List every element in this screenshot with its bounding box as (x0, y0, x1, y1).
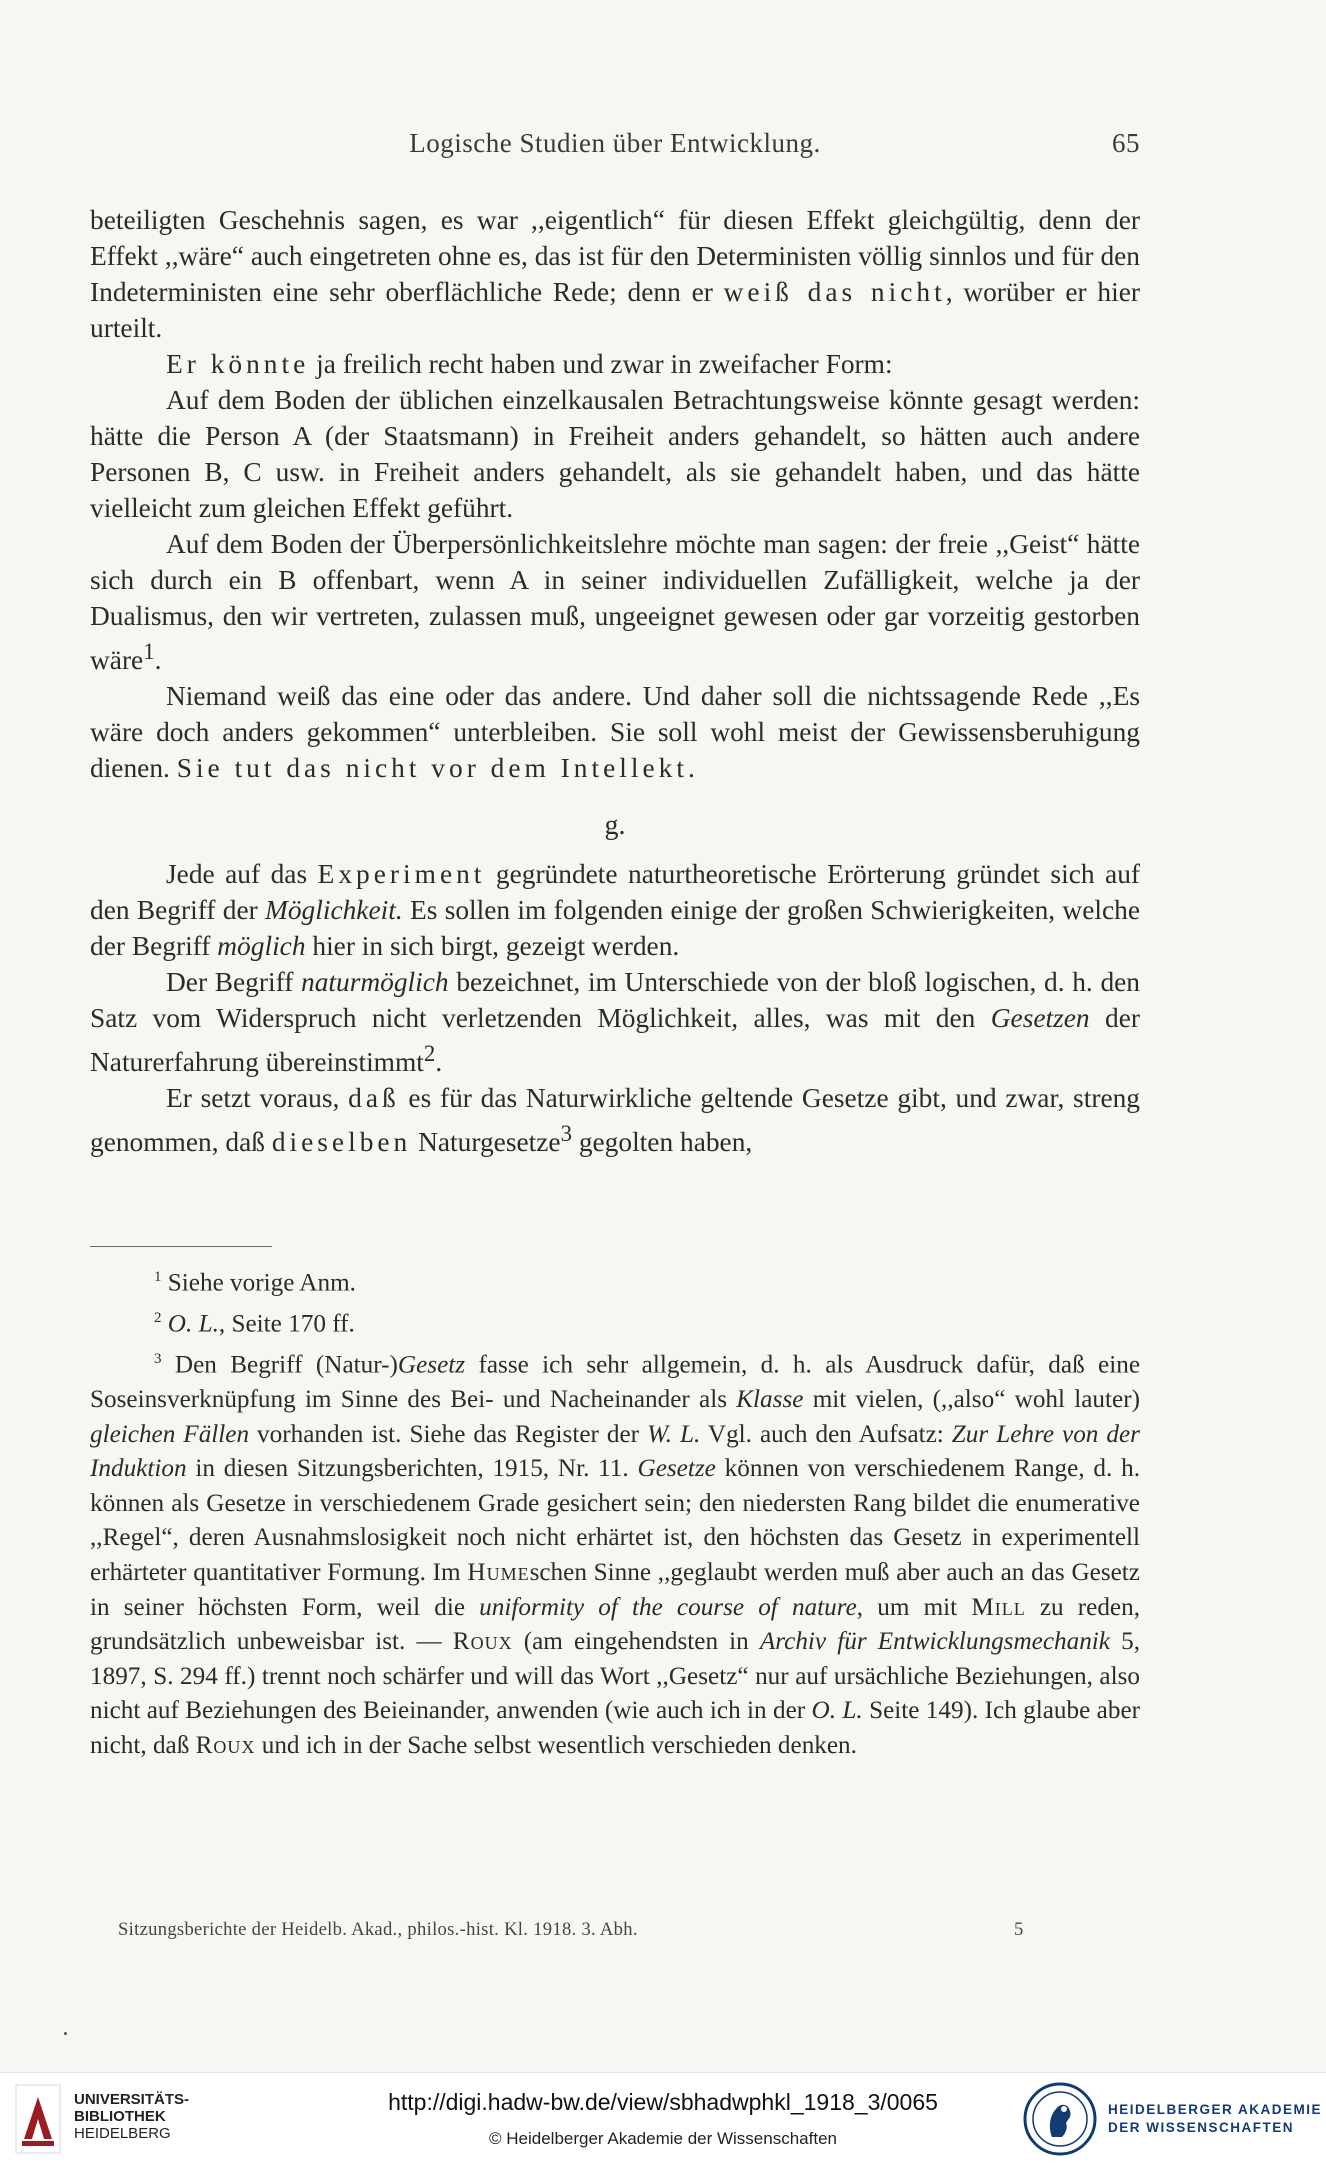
author-name: Roux (452, 1628, 513, 1656)
text-run: Es sollen im folgenden einige der großen Schwierigkeiten, welche der Begriff (90, 895, 1140, 962)
text-run: hier in sich birgt, gezeigt werden. (305, 931, 680, 962)
footnote-2 (90, 1301, 1140, 1342)
spaced-emphasis: dieselben (271, 1127, 412, 1158)
italic-term: W. L. (647, 1420, 701, 1448)
publication-reference: Sitzungsberichte der Heidelb. Akad., philos.-hist. Kl. 1918. 3. Abh. (118, 1919, 638, 1940)
text-run: Seite 149). Ich glaube aber nicht, daß (90, 1697, 1141, 1759)
text-run: . (154, 645, 162, 676)
footnote-ref: 1 (143, 639, 155, 664)
italic-term: Gesetze (637, 1455, 716, 1483)
text-run: Gesetze in verschiedenem Grade gesichert sein; den niedersten Rang bildet die enumerative ,,Regel“, deren Ausnahmslosigkeit noch nicht erhärtet ist, den höchsten das Gesetz in experimentell erhärteter quantitativer Formung. Im (90, 1489, 1140, 1586)
footnote-number: 2 (154, 1309, 162, 1326)
logo-line: HEIDELBERG (74, 2125, 171, 2142)
italic-term: O. L. (161, 1310, 219, 1338)
signature-line (118, 1919, 1024, 1941)
italic-term: Klasse (736, 1385, 804, 1413)
sheet-signature: 5 (1014, 1919, 1024, 1940)
text-run: zu reden, grundsätzlich unbeweisbar ist. — (90, 1593, 1141, 1656)
paragraph (90, 678, 1140, 786)
spaced-emphasis: Sie tut das nicht vor dem Intellekt (176, 753, 688, 784)
running-header (90, 128, 1140, 168)
text-run: in diesen Sitzungsberichten, 1915, Nr. 11. (186, 1455, 638, 1483)
permalink-url[interactable]: http://digi.hadw-bw.de/view/sbhadwphkl_1918_3/0065 (388, 2089, 938, 2115)
spaced-emphasis: daß (348, 1083, 400, 1114)
text-run: vorhanden ist. Siehe das Register der (249, 1420, 648, 1448)
italic-term: Zur Lehre von der Induktion (90, 1420, 1140, 1483)
text-run: , um mit (856, 1593, 972, 1621)
text-run: der Naturerfahrung übereinstimmt (90, 1003, 1141, 1078)
text-run: Naturgesetze (411, 1127, 561, 1158)
text-run: es für das Naturwirkliche geltende Gesetze gibt, und zwar, streng genommen, daß (90, 1083, 1140, 1158)
main-text (90, 202, 1140, 1160)
italic-term: gleichen Fällen (90, 1420, 250, 1448)
paragraph (90, 856, 1140, 964)
paragraph (90, 202, 1140, 346)
text-run: schen Sinne ,,geglaubt werden muß aber auch an das Gesetz in seiner höchsten Form, weil die (90, 1558, 1140, 1621)
viewer-footer (0, 2072, 1326, 2165)
text-run: können von verschiedenem Range, d. h. können (90, 1455, 1140, 1517)
copyright-notice: © Heidelberger Akademie der Wissenschaften (489, 2129, 837, 2148)
text-run: , worüber er hier urteilt. (90, 277, 1140, 343)
paragraph (90, 964, 1140, 1080)
footnote-ref: 2 (423, 1041, 436, 1067)
logo-line: UNIVERSITÄTS- (74, 2091, 190, 2108)
footnote-divider (90, 1246, 272, 1247)
text-run: Den Begriff (Natur-) (161, 1351, 398, 1379)
footnote-1 (90, 1260, 1140, 1301)
running-title: Logische Studien über Entwicklung. (409, 128, 821, 158)
spaced-emphasis: als (171, 1489, 200, 1517)
spaced-emphasis: Experiment (317, 859, 486, 890)
text-run: . (687, 753, 695, 784)
text-run: 5, 1897, S. 294 ff.) trennt noch schärfer und will das Wort ,,Gesetz“ nur auf ursächliche Beziehungen, also nicht auf Beziehungen des Beieinander, anwenden (wie auch ich in der (90, 1628, 1140, 1725)
italic-term: Gesetzen (990, 1003, 1090, 1034)
academy-name (1108, 2101, 1322, 2137)
text-run: Niemand weiß das eine oder das andere. Und daher soll die nichtssagende Rede ,,Es wäre doch anders gekommen“ unterbleiben. Sie soll wohl meist der Gewissensberuhigung dienen. (90, 681, 1140, 784)
spaced-emphasis: Er könnte (166, 349, 310, 379)
page-number: 65 (1112, 128, 1140, 158)
author-name: Hume (467, 1558, 530, 1586)
paragraph (90, 1080, 1140, 1160)
scan-speck (64, 2032, 67, 2035)
text-run: Er setzt voraus, (166, 1083, 349, 1114)
text-run: gegründete naturtheoretische Erörterung gründet sich auf den Begriff der (90, 859, 1141, 926)
text-run: beteiligten Geschehnis sagen, es war ,,eigentlich“ für diesen Effekt gleichgültig, denn der Effekt ,,wäre“ auch eingetreten ohne es, das ist für den Deterministen völlig sinnlos und für den Indeterministen eine sehr oberflächliche Rede; denn er (90, 205, 1140, 307)
text-run: mit vielen, (,,also“ wohl lauter) (803, 1385, 1140, 1413)
footnote-number: 1 (154, 1269, 162, 1285)
footnote-number: 3 (154, 1350, 162, 1367)
section-heading: g. (604, 810, 626, 842)
logo-line: DER WISSENSCHAFTEN (1108, 2120, 1295, 2135)
logo-line: HEIDELBERGER AKADEMIE (1108, 2102, 1323, 2117)
footnote-3 (90, 1342, 1140, 1764)
text-run: Siehe vorige Anm. (161, 1269, 356, 1297)
paragraph (90, 526, 1140, 678)
text-run: , Seite 170 ff. (218, 1310, 355, 1338)
italic-term: möglich (217, 931, 306, 962)
text-run: . (435, 1047, 443, 1078)
paragraph: Auf dem Boden der üblichen einzelkausalen Betrachtungsweise könnte gesagt werden: hätte die Person A (der Staatsmann) in Freiheit anders gehandelt, so hätten auch andere Personen B, C usw. in Freiheit anders gehandelt, als sie gehandelt haben, und das hätte vielleicht zum gleichen Effekt geführt. (90, 385, 1140, 523)
text-run: Jede auf das (166, 859, 318, 890)
italic-term: Möglichkeit. (265, 895, 403, 926)
italic-term: Gesetz (397, 1351, 466, 1379)
italic-term: uniformity of the course of nature (479, 1593, 857, 1621)
text-run: und ich in der Sache selbst wesentlich verschieden denken. (255, 1731, 857, 1759)
author-name: Mill (971, 1593, 1026, 1621)
italic-term: naturmöglich (301, 967, 449, 998)
spaced-emphasis: weiß das nicht (723, 277, 946, 307)
text-run: bezeichnet, im Unterschiede von der bloß logischen, d. h. den Satz vom Widerspruch nicht verletzenden Möglichkeit, alles, was mit den (90, 967, 1141, 1034)
text-run: Vgl. auch den Aufsatz: (700, 1420, 952, 1448)
academy-seal-icon[interactable] (1022, 2081, 1098, 2157)
text-run: (am eingehendsten in (512, 1628, 760, 1656)
text-run: fasse ich sehr allgemein, d. h. als Ausdruck dafür, daß eine Soseinsverknüpfung im Sinne des Bei- und Nacheinander als (90, 1351, 1141, 1413)
footnote-ref: 3 (560, 1121, 572, 1147)
text-run: gegolten haben, (571, 1127, 753, 1158)
logo-line: BIBLIOTHEK (74, 2108, 166, 2125)
paragraph (90, 346, 1140, 382)
text-run: ja freilich recht haben und zwar in zweifacher Form: (309, 349, 893, 379)
italic-term: O. L. (811, 1697, 863, 1725)
author-name: Roux (195, 1731, 256, 1759)
text-run: Auf dem Boden der Überpersönlichkeitslehre möchte man sagen: der freie ,,Geist“ hätte sich durch ein B offenbart, wenn A in seiner individuellen Zufälligkeit, welche ja der Dualismus, den wir vertreten, zulassen muß, ungeeignet gewesen oder gar vorzeitig gestorben wäre (90, 529, 1140, 676)
italic-term: Archiv für Entwicklungsmechanik (759, 1628, 1110, 1656)
text-run: Der Begriff (166, 967, 302, 998)
footnotes (90, 1260, 1140, 1763)
